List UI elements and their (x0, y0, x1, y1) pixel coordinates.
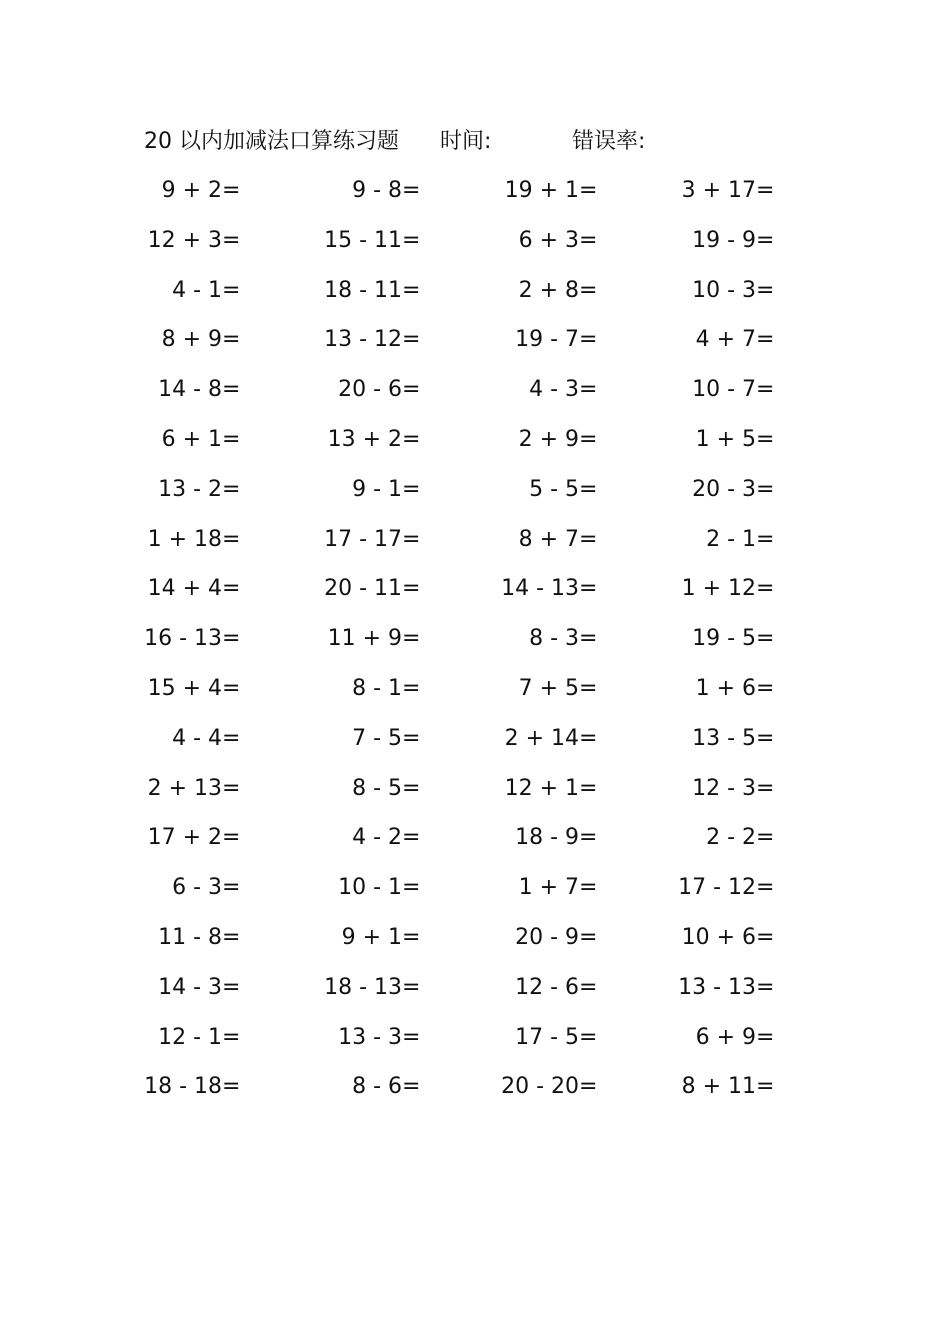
problem-expression: 9 - 1 (352, 476, 402, 502)
problem-expression: 13 - 13 (678, 974, 756, 1000)
equals-sign: = (222, 327, 241, 353)
equals-sign: = (402, 476, 421, 502)
equals-sign: = (756, 825, 775, 851)
problem-expression: 8 - 1 (352, 676, 402, 701)
problem-expression: 2 + 13 (147, 775, 222, 801)
problem-expression: 6 + 1 (161, 427, 222, 452)
problem-expression: 10 - 7 (692, 377, 756, 403)
equals-sign: = (222, 1074, 241, 1100)
problem-expression: 6 + 3 (518, 227, 579, 253)
problem-expression: 10 - 1 (338, 875, 402, 901)
equals-sign: = (402, 725, 421, 751)
equals-sign: = (579, 227, 598, 253)
problem-expression: 20 - 11 (324, 576, 402, 602)
equals-sign: = (756, 576, 775, 602)
equals-sign: = (756, 476, 775, 502)
equals-sign: = (579, 725, 598, 751)
equals-sign: = (756, 178, 775, 203)
equals-sign: = (402, 825, 421, 851)
problem-expression: 14 - 3 (158, 974, 222, 1000)
equals-sign: = (222, 277, 241, 303)
problem-expression: 8 + 9 (161, 327, 222, 353)
problem-expression: 8 - 5 (352, 775, 402, 801)
equals-sign: = (579, 178, 598, 203)
problem-expression: 14 - 8 (158, 377, 222, 403)
equals-sign: = (756, 377, 775, 403)
problem-expression: 6 + 9 (695, 1024, 756, 1050)
equals-sign: = (222, 476, 241, 502)
problem-expression: 13 + 2 (327, 427, 402, 452)
equals-sign: = (756, 626, 775, 652)
equals-sign: = (222, 676, 241, 701)
equals-sign: = (579, 676, 598, 701)
problem-expression: 4 - 4 (172, 725, 222, 751)
problem-expression: 6 - 3 (172, 875, 222, 901)
equals-sign: = (402, 1024, 421, 1050)
equals-sign: = (579, 626, 598, 652)
equals-sign: = (579, 974, 598, 1000)
problem-expression: 2 + 14 (504, 725, 579, 751)
problem-expression: 13 - 3 (338, 1024, 402, 1050)
problem-expression: 12 - 6 (515, 974, 579, 1000)
equals-sign: = (402, 925, 421, 950)
equals-sign: = (222, 526, 241, 552)
equals-sign: = (579, 775, 598, 801)
problem-expression: 7 + 5 (518, 676, 579, 701)
problem-expression: 12 - 1 (158, 1024, 222, 1050)
equals-sign: = (756, 775, 775, 801)
problem-expression: 17 - 5 (515, 1024, 579, 1050)
equals-sign: = (579, 526, 598, 552)
problem-expression: 4 - 2 (352, 825, 402, 851)
equals-sign: = (222, 875, 241, 901)
equals-sign: = (222, 427, 241, 452)
equals-sign: = (756, 327, 775, 353)
equals-sign: = (402, 327, 421, 353)
problem-expression: 1 + 12 (681, 576, 756, 602)
equals-sign: = (402, 974, 421, 1000)
problem-expression: 4 + 7 (695, 327, 756, 353)
equals-sign: = (222, 725, 241, 751)
problem-expression: 10 - 3 (692, 277, 756, 303)
problem-expression: 4 - 3 (529, 377, 579, 403)
equals-sign: = (402, 227, 421, 253)
problem-expression: 5 - 5 (529, 476, 579, 502)
problem-expression: 16 - 13 (144, 626, 222, 652)
equals-sign: = (222, 925, 241, 950)
problem-expression: 2 - 1 (706, 526, 756, 552)
problem-expression: 7 - 5 (352, 725, 402, 751)
equals-sign: = (222, 377, 241, 403)
equals-sign: = (579, 327, 598, 353)
equals-sign: = (579, 875, 598, 901)
equals-sign: = (756, 1074, 775, 1100)
problem-expression: 11 + 9 (327, 626, 402, 652)
problem-expression: 19 - 5 (692, 626, 756, 652)
problem-expression: 8 - 6 (352, 1074, 402, 1100)
problem-expression: 2 + 8 (518, 277, 579, 303)
equals-sign: = (222, 775, 241, 801)
problem-expression: 17 - 17 (324, 526, 402, 552)
problem-expression: 15 - 11 (324, 227, 402, 253)
equals-sign: = (579, 1024, 598, 1050)
equals-sign: = (579, 427, 598, 452)
problem-expression: 18 - 11 (324, 277, 402, 303)
problem-expression: 11 - 8 (158, 925, 222, 950)
equals-sign: = (222, 974, 241, 1000)
problem-expression: 13 - 12 (324, 327, 402, 353)
equals-sign: = (756, 1024, 775, 1050)
problem-expression: 18 - 13 (324, 974, 402, 1000)
problem-expression: 13 - 5 (692, 725, 756, 751)
equals-sign: = (756, 676, 775, 701)
problem-expression: 9 + 2 (161, 178, 222, 203)
problem-expression: 13 - 2 (158, 476, 222, 502)
problem-expression: 1 + 6 (695, 676, 756, 701)
equals-sign: = (222, 576, 241, 602)
problem-expression: 19 - 7 (515, 327, 579, 353)
problem-expression: 10 + 6 (681, 925, 756, 950)
problem-expression: 8 + 7 (518, 526, 579, 552)
problem-expression: 15 + 4 (147, 676, 222, 701)
equals-sign: = (579, 476, 598, 502)
problem-expression: 14 + 4 (147, 576, 222, 602)
problem-expression: 18 - 18 (144, 1074, 222, 1100)
equals-sign: = (222, 825, 241, 851)
problem-expression: 12 + 3 (147, 227, 222, 253)
equals-sign: = (402, 178, 421, 203)
equals-sign: = (756, 227, 775, 253)
problem-expression: 12 - 3 (692, 775, 756, 801)
problem-expression: 1 + 5 (695, 427, 756, 452)
problem-expression: 2 - 2 (706, 825, 756, 851)
equals-sign: = (222, 227, 241, 253)
equals-sign: = (222, 626, 241, 652)
problem-expression: 17 + 2 (147, 825, 222, 851)
problem-expression: 18 - 9 (515, 825, 579, 851)
equals-sign: = (402, 1074, 421, 1100)
equals-sign: = (579, 1074, 598, 1100)
problem-expression: 9 + 1 (341, 925, 402, 950)
problem-expression: 19 + 1 (504, 178, 579, 203)
problem-expression: 19 - 9 (692, 227, 756, 253)
equals-sign: = (756, 974, 775, 1000)
equals-sign: = (756, 526, 775, 552)
equals-sign: = (579, 825, 598, 851)
equals-sign: = (579, 377, 598, 403)
problem-expression: 20 - 6 (338, 377, 402, 403)
equals-sign: = (222, 1024, 241, 1050)
equals-sign: = (402, 526, 421, 552)
equals-sign: = (756, 725, 775, 751)
problem-expression: 2 + 9 (518, 427, 579, 452)
problem-expression: 20 - 20 (501, 1074, 579, 1100)
problem-expression: 20 - 3 (692, 476, 756, 502)
equals-sign: = (402, 427, 421, 452)
equals-sign: = (756, 277, 775, 303)
equals-sign: = (756, 427, 775, 452)
problem-expression: 20 - 9 (515, 925, 579, 950)
time-label: 时间: (440, 129, 492, 154)
equals-sign: = (402, 676, 421, 701)
error-rate-label: 错误率: (572, 129, 646, 154)
equals-sign: = (402, 277, 421, 303)
problem-expression: 9 - 8 (352, 178, 402, 203)
problem-expression: 8 - 3 (529, 626, 579, 652)
equals-sign: = (579, 277, 598, 303)
problem-expression: 14 - 13 (501, 576, 579, 602)
equals-sign: = (222, 178, 241, 203)
equals-sign: = (756, 875, 775, 901)
problem-expression: 1 + 18 (147, 526, 222, 552)
problem-expression: 12 + 1 (504, 775, 579, 801)
equals-sign: = (402, 626, 421, 652)
equals-sign: = (756, 925, 775, 950)
equals-sign: = (402, 775, 421, 801)
equals-sign: = (402, 377, 421, 403)
problem-expression: 1 + 7 (518, 875, 579, 901)
problem-expression: 17 - 12 (678, 875, 756, 901)
equals-sign: = (402, 576, 421, 602)
problem-expression: 3 + 17 (681, 178, 756, 203)
problem-expression: 4 - 1 (172, 277, 222, 303)
equals-sign: = (579, 576, 598, 602)
equals-sign: = (579, 925, 598, 950)
problem-expression: 8 + 11 (681, 1074, 756, 1100)
equals-sign: = (402, 875, 421, 901)
worksheet-title: 20 以内加减法口算练习题 (144, 129, 399, 154)
